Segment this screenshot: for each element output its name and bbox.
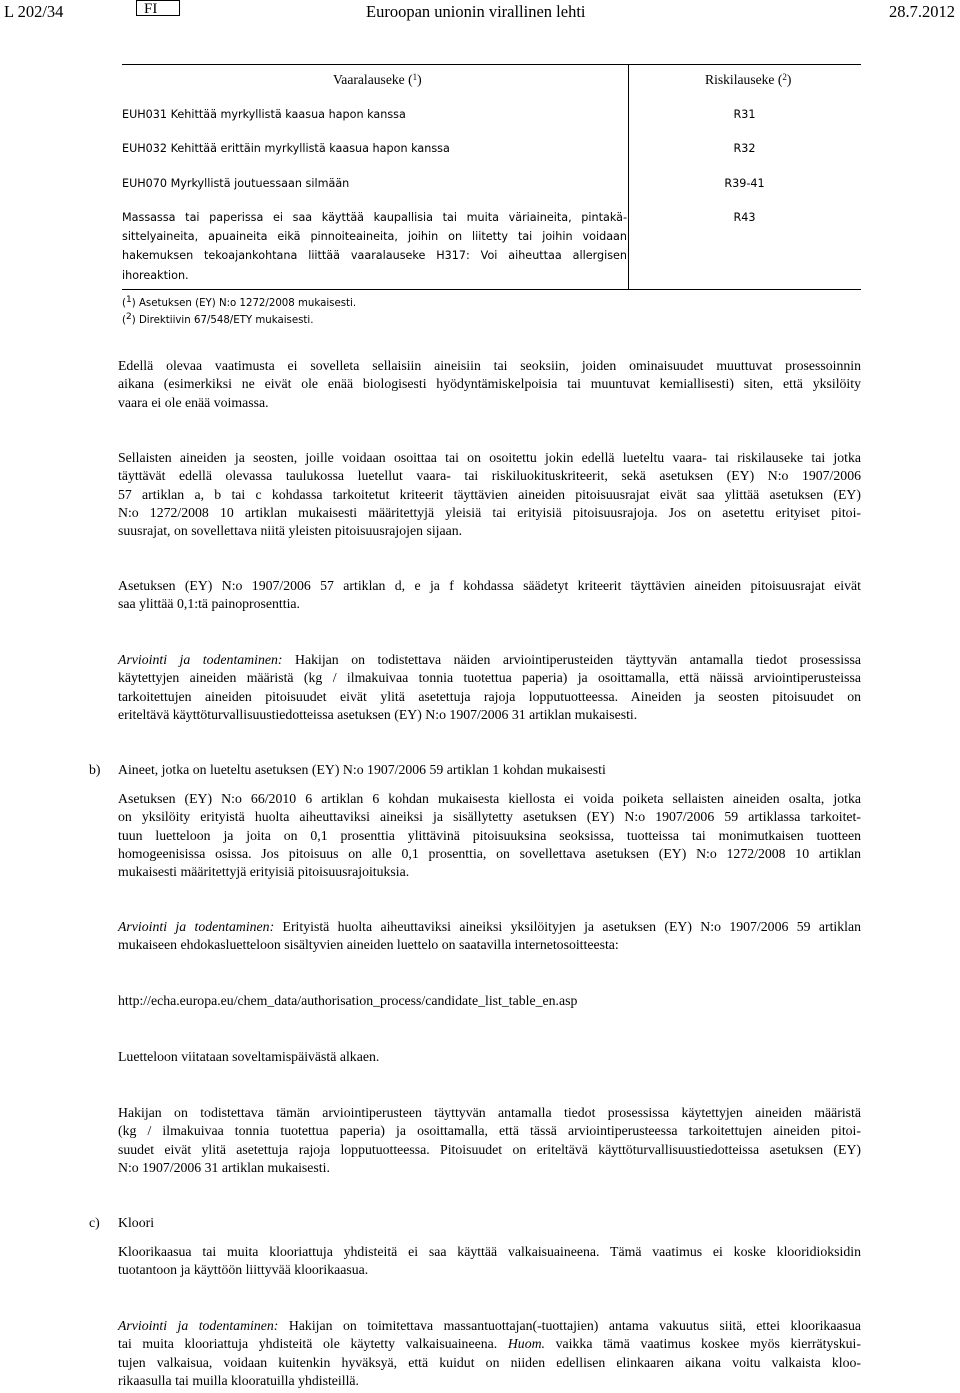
list-label-c: c) bbox=[89, 1215, 100, 1230]
paragraph-assessment-3: Hakijan on todistettava tämän arviointiperusteen täyttyvän antamalla tiedot prosessissa käytettyjen aineiden määristä (kg / ilmakuivaa tonnia tuotettua paperia) ja osoittamalla, että tässä arviointiperusteessa tarkoitettujen aineiden pitoi- suudet eivät ylitä asetettuja rajoja lopputuotteessa. Pitoisuudet on eriteltävä käyttöturvallisuustiedotteissa asetuksen (EY) N:o 1907/2006 31 artiklan mukaisesti. bbox=[118, 1105, 861, 1175]
table-row-hazard: EUH031 Kehittää myrkyllistä kaasua hapon kanssa bbox=[122, 108, 406, 121]
assessment-label: Arviointi ja todentaminen: bbox=[118, 652, 283, 667]
paragraph-reference-date: Luetteloon viitataan soveltamispäivästä alkaen. bbox=[118, 1049, 380, 1064]
section-heading-c: Kloori bbox=[118, 1215, 155, 1230]
paragraph-svhc-prohibition: Asetuksen (EY) N:o 66/2010 6 artiklan 6 kohdan mukaisesta kiellosta ei voida poiketa sellaisten aineiden osalta, jotka on yksilöity erityistä huolta aiheuttaviksi aineiksi ja sisällytetty asetuksen (EY) N:o 1907/2006 59 artiklassa tarkoitet- tuun luetteloon ja joita on 0,1 prosenttia ylittävinä pitoisuuksina seoksissa, tuotteissa tai monimutkaisen tuotteen homogeenisissa osissa. Jos pitoisuus on alle 0,1 prosenttia, on sovellettava asetuksen (EY) N:o 1272/2008 10 artiklan mukaisesti määritettyjä erityisiä pitoisuusrajoituksia. bbox=[118, 791, 861, 880]
publication-date: 28.7.2012 bbox=[889, 2, 955, 21]
section-heading-b: Aineet, jotka on lueteltu asetuksen (EY) N:o 1907/2006 59 artiklan 1 kohdan mukaisesti bbox=[118, 762, 606, 777]
table-bottom-rule bbox=[122, 289, 861, 290]
assessment-label: Arviointi ja todentaminen: bbox=[118, 1318, 279, 1333]
footnote-2: (2) Direktiivin 67/548/ETY mukaisesti. bbox=[122, 312, 314, 326]
footnote-1: (1) Asetuksen (EY) N:o 1272/2008 mukaisesti. bbox=[122, 295, 357, 309]
paragraph-svhc-limit: Asetuksen (EY) N:o 1907/2006 57 artiklan d, e ja f kohdassa säädetyt kriteerit täyttävien aineiden pitoisuusrajat eivät saa ylittää 0,1:tä painoprosenttia. bbox=[118, 578, 861, 612]
table-header-risk: Riskilauseke ($^2$) bbox=[705, 72, 792, 87]
table-row-risk: R39-41 bbox=[724, 177, 765, 190]
table-row-hazard-multiline: Massassa tai paperissa ei saa käyttää kaupallisia tai muita väriaineita, pintakä- sittelyaineita, apuaineita eikä pinnoiteaineita, joihin on liitetty tai joihin voidaan hakemuksen tekoajankohtana liittää vaaralauseke H317: Voi aiheuttaa allergisen ihoreaktion. bbox=[122, 211, 627, 282]
table-header-hazard: Vaaralauseke ($^1$) bbox=[333, 72, 422, 87]
table-top-rule bbox=[122, 64, 861, 65]
paragraph-assessment-2: Arviointi ja todentaminen: Erityistä huolta aiheuttaviksi aineiksi yksilöityjen ja asetuksen (EY) N:o 1907/2006 59 artiklan mukaiseen ehdokasluetteloon sisältyvien aineiden luettelo on saatavilla internetosoitteesta: bbox=[118, 919, 861, 953]
list-label-b: b) bbox=[89, 762, 101, 777]
page-reference: L 202/34 bbox=[4, 2, 64, 21]
paragraph-concentration-limits: Sellaisten aineiden ja seosten, joille voidaan osoittaa tai on osoitettu jokin edellä lueteltu vaara- tai riskilauseke tai jotka täyttävät edellä olevassa taulukossa luetellut vaara- tai riskiluokituskriteerit, sekä asetuksen (EY) N:o 1907/2006 57 artiklan a, b tai c kohdassa tarkoitetut kriteerit täyttävien aineiden pitoisuusrajat eivät saa ylittää asetuksen (EY) N:o 1272/2008 10 artiklan mukaisesti määritettyjä yleisiä tai erityisiä pitoisuusrajoja. Jos on asetettu erityiset pitoi- suusrajat, on sovellettava niitä yleisten pitoisuusrajojen sijaan. bbox=[118, 450, 861, 539]
paragraph-exemption: Edellä olevaa vaatimusta ei sovelleta sellaisiin aineisiin tai seoksiin, joiden ominaisuudet muuttuvat prosessoinnin aikana (esimerkiksi ne eivät ole enää biologisesti hyödyntämiskelpoisia tai muuntuvat kemiallisesti) siten, että yksilöity vaara ei ole enää voimassa. bbox=[118, 358, 861, 410]
table-row-hazard: EUH070 Myrkyllistä joutuessaan silmään bbox=[122, 177, 350, 190]
table-row-risk: R32 bbox=[733, 142, 756, 155]
table-row-hazard: EUH032 Kehittää erittäin myrkyllistä kaasua hapon kanssa bbox=[122, 142, 450, 155]
echa-url[interactable]: http://echa.europa.eu/chem_data/authorisation_process/candidate_list_table_en.asp bbox=[118, 993, 578, 1008]
journal-title: Euroopan unionin virallinen lehti bbox=[366, 2, 586, 21]
table-row-risk: R43 bbox=[733, 211, 756, 224]
table-row-risk: R31 bbox=[733, 108, 756, 121]
paragraph-assessment-1: Arviointi ja todentaminen: Hakijan on todistettava näiden arviointiperusteiden täyttyvän antamalla tiedot prosessissa käytettyjen aineiden määristä (kg / ilmakuivaa tonnia tuotettua paperia) ja osoittamalla, että näissä arviointiperusteissa tarkoitettujen aineiden pitoisuudet eivät ylitä asetettuja rajoja lopputuotteessa. Aineiden ja seosten pitoisuudet on eriteltävä käyttöturvallisuustiedotteissa asetuksen (EY) N:o 1907/2006 31 artiklan mukaisesti. bbox=[118, 652, 861, 722]
paragraph-assessment-4: Arviointi ja todentaminen: Hakijan on toimitettava massantuottajan(-tuottajien) antama vakuutus siitä, ettei kloorikaasua tai muita klooriattuja yhdisteitä ole käytetty valkaisuaineena. Huom. vaikka tämä vaatimus koskee myös kierrätyskui- tujen valkaisua, voidaan kuitenkin hyväksyä, että kuidut on niiden edellisen elinkaaren aikana voitu valkaista kloo- rikaasulla tai muilla klooratuilla yhdisteillä. bbox=[118, 1318, 861, 1388]
assessment-label: Arviointi ja todentaminen: bbox=[118, 919, 275, 934]
language-badge: FI bbox=[136, 0, 180, 16]
paragraph-chlorine: Kloorikaasua tai muita klooriattuja yhdisteitä ei saa käyttää valkaisuaineena. Tämä vaatimus ei koske klooridioksidin tuotantoon ja käyttöön liittyvää kloorikaasua. bbox=[118, 1244, 861, 1278]
